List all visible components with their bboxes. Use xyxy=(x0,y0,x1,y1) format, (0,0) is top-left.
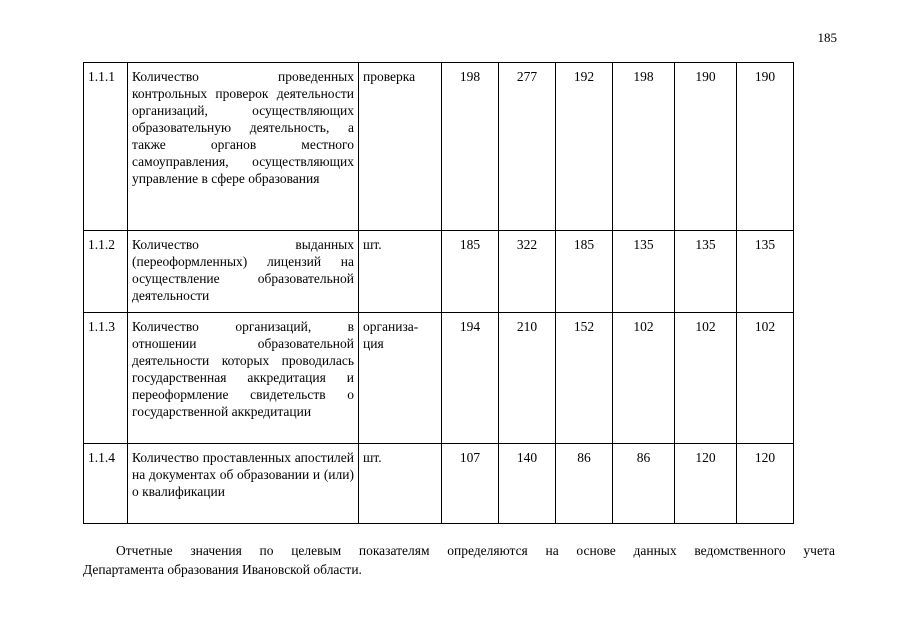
row-number: 1.1.4 xyxy=(84,444,128,524)
indicators-table xyxy=(83,62,794,524)
value-cell: 198 xyxy=(613,63,675,231)
footnote-line-1: Отчетные значения по целевым показателям определяются на основе данных ведомственного учета xyxy=(116,543,835,558)
value-cell: 194 xyxy=(442,313,499,444)
value-cell: 107 xyxy=(442,444,499,524)
value-cell: 120 xyxy=(675,444,737,524)
row-number: 1.1.3 xyxy=(84,313,128,444)
table-row xyxy=(84,444,794,524)
table-row xyxy=(84,313,794,444)
indicator-name: Количество организаций, в отношении образовательной деятельности которых проводилась государственная аккредитация и переоформление свидетельств о государственной аккредитации xyxy=(128,313,359,444)
table-body xyxy=(84,63,794,524)
value-cell: 102 xyxy=(613,313,675,444)
value-cell: 135 xyxy=(613,231,675,313)
value-cell: 86 xyxy=(613,444,675,524)
unit-cell: шт. xyxy=(359,444,442,524)
value-cell: 185 xyxy=(442,231,499,313)
row-number: 1.1.2 xyxy=(84,231,128,313)
unit-cell: проверка xyxy=(359,63,442,231)
value-cell: 192 xyxy=(556,63,613,231)
value-cell: 86 xyxy=(556,444,613,524)
value-cell: 152 xyxy=(556,313,613,444)
value-cell: 190 xyxy=(737,63,794,231)
value-cell: 102 xyxy=(737,313,794,444)
value-cell: 135 xyxy=(737,231,794,313)
table-row xyxy=(84,63,794,231)
value-cell: 198 xyxy=(442,63,499,231)
value-cell: 120 xyxy=(737,444,794,524)
footnote xyxy=(83,541,835,579)
indicator-name: Количество проставленных апостилей на документах об образовании и (или) о квалификации xyxy=(128,444,359,524)
value-cell: 190 xyxy=(675,63,737,231)
value-cell: 140 xyxy=(499,444,556,524)
value-cell: 210 xyxy=(499,313,556,444)
value-cell: 185 xyxy=(556,231,613,313)
value-cell: 102 xyxy=(675,313,737,444)
row-number: 1.1.1 xyxy=(84,63,128,231)
table-row xyxy=(84,231,794,313)
value-cell: 322 xyxy=(499,231,556,313)
page-number: 185 xyxy=(817,30,837,45)
unit-cell: шт. xyxy=(359,231,442,313)
unit-cell: организа-ция xyxy=(359,313,442,444)
indicator-name: Количество выданных (переоформленных) лицензий на осуществление образовательной деятельности xyxy=(128,231,359,313)
value-cell: 135 xyxy=(675,231,737,313)
value-cell: 277 xyxy=(499,63,556,231)
indicator-name: Количество проведенных контрольных проверок деятельности организаций, осуществляющих образовательную деятельность, а также органов местного самоуправления, осуществляющих управление в сфере образования xyxy=(128,63,359,231)
footnote-line-2: Департамента образования Ивановской области. xyxy=(83,562,362,577)
